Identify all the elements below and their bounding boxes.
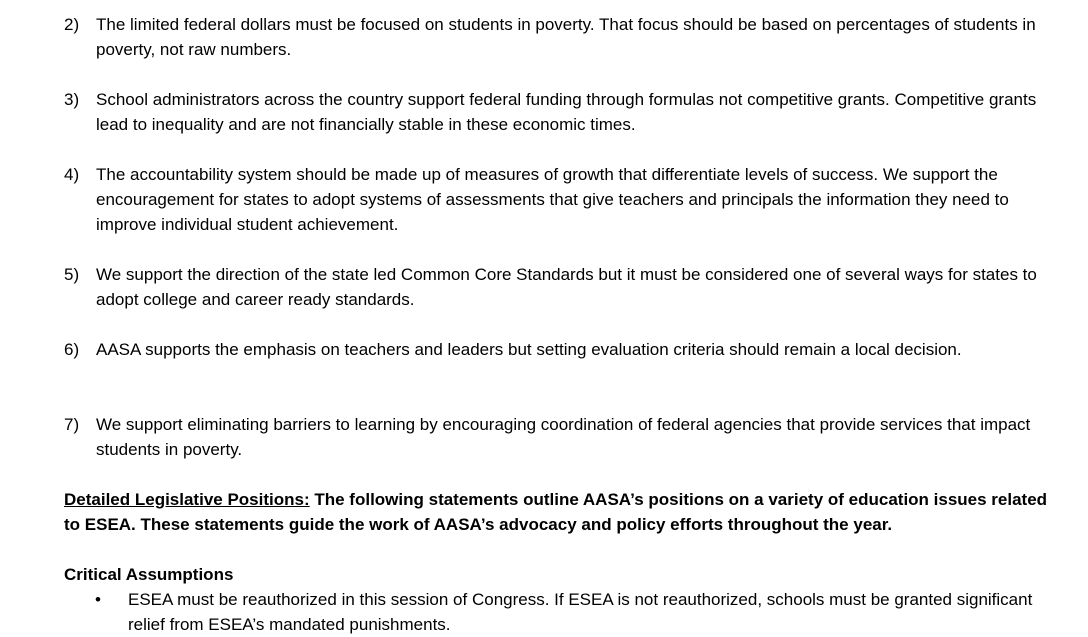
item-text: AASA supports the emphasis on teachers and leaders but setting evaluation criteria should remain a local decision.: [96, 340, 962, 359]
detailed-positions-heading: Detailed Legislative Positions:: [64, 490, 310, 509]
numbered-item-3: [64, 87, 1054, 137]
critical-assumptions-heading: Critical Assumptions: [64, 565, 234, 584]
bullet-symbol: •: [95, 590, 101, 609]
item-number: 5): [64, 265, 80, 284]
item-number: 2): [64, 15, 80, 34]
item-number: 3): [64, 90, 80, 109]
item-text: We support eliminating barriers to learning by encouraging coordination of federal agencies that provide services that impact students in poverty.: [96, 415, 1031, 459]
item-number: 7): [64, 415, 80, 434]
numbered-item-7: [64, 412, 1054, 462]
numbered-item-6: [64, 337, 1054, 362]
item-number: 6): [64, 340, 80, 359]
detailed-positions-text: The following statements outline AASA’s positions on a variety of education issues related to ESEA. These statements guide the work of AASA’s advocacy and policy efforts throughout the year.: [64, 490, 1048, 534]
item-text: The accountability system should be made up of measures of growth that differentiate levels of success. We support the encouragement for states to adopt systems of assessments that give teachers and principals the information they need to improve individual student achievement.: [96, 165, 1009, 234]
bullet-text: ESEA must be reauthorized in this session of Congress. If ESEA is not reauthorized, schools must be granted significant relief from ESEA’s mandated punishments.: [128, 590, 1033, 634]
item-text: School administrators across the country support federal funding through formulas not competitive grants. Competitive grants lead to inequality and are not financially stable in these economic times.: [96, 90, 1037, 134]
detailed-positions-paragraph: [64, 487, 1054, 537]
numbered-item-2: [64, 12, 1054, 62]
item-text: We support the direction of the state led Common Core Standards but it must be considered one of several ways for states to adopt college and career ready standards.: [96, 265, 1037, 309]
item-number: 4): [64, 165, 80, 184]
numbered-item-5: [64, 262, 1054, 312]
item-text: The limited federal dollars must be focused on students in poverty. That focus should be based on percentages of students in poverty, not raw numbers.: [96, 15, 1036, 59]
numbered-item-4: [64, 162, 1054, 237]
